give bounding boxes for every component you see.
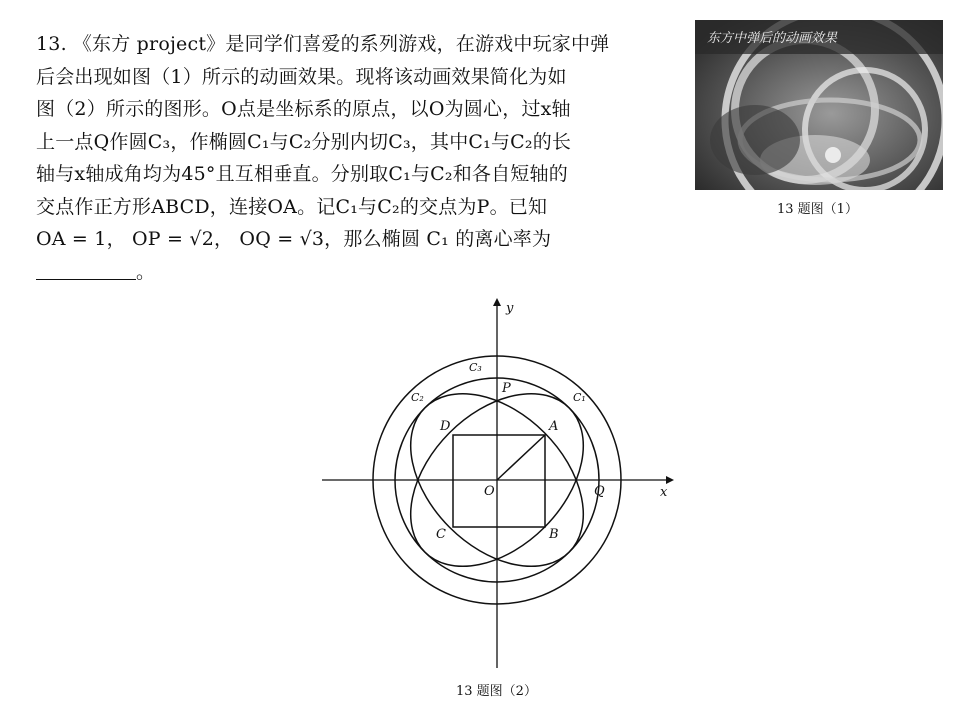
problem-line-5: 轴与x轴成角均为45°且互相垂直。分别取C₁与C₂和各自短轴的 [36, 163, 568, 185]
photo-banner-text: 东方中弹后的动画效果 [707, 31, 838, 46]
y-axis-arrow [493, 298, 501, 306]
problem-number: 13. [36, 33, 67, 55]
problem-line-2: 后会出现如图（1）所示的动画效果。现将该动画效果简化为如 [36, 65, 567, 88]
figure-1-caption: 13 题图（1） [777, 202, 858, 217]
problem-line-8: 。 [36, 256, 686, 289]
problem-line-1: 13. 《东方 project》是同学们喜爱的系列游戏，在游戏中玩家中弹 [36, 33, 610, 55]
label-a: A [549, 419, 559, 434]
x-axis-arrow [666, 476, 674, 484]
label-q: Q [594, 484, 605, 499]
label-b: B [549, 527, 559, 542]
label-c1: C₁ [573, 391, 586, 404]
label-c: C [436, 527, 446, 542]
segment-oa [497, 435, 545, 480]
problem-line-6: 交点作正方形ABCD，连接OA。记C₁与C₂的交点为P。已知 [36, 195, 548, 218]
label-c3: C₃ [469, 361, 482, 374]
problem-line-4: 上一点Q作圆C₃，作椭圆C₁与C₂分别内切C₃，其中C₁与C₂的长 [36, 130, 572, 153]
label-y: y [506, 301, 514, 316]
problem-line-3: 图（2）所示的图形。O点是坐标系的原点，以O为圆心，过x轴 [36, 98, 571, 120]
label-d: D [440, 419, 451, 434]
label-o: O [484, 484, 495, 499]
figure-2-caption: 13 题图（2） [456, 684, 537, 699]
label-c2: C₂ [411, 391, 424, 404]
problem-line-7: OA = 1， OP = √2， OQ = √3，那么椭圆 C₁ 的离心率为 [36, 228, 552, 250]
label-p: P [502, 381, 511, 396]
label-x: x [660, 485, 668, 500]
